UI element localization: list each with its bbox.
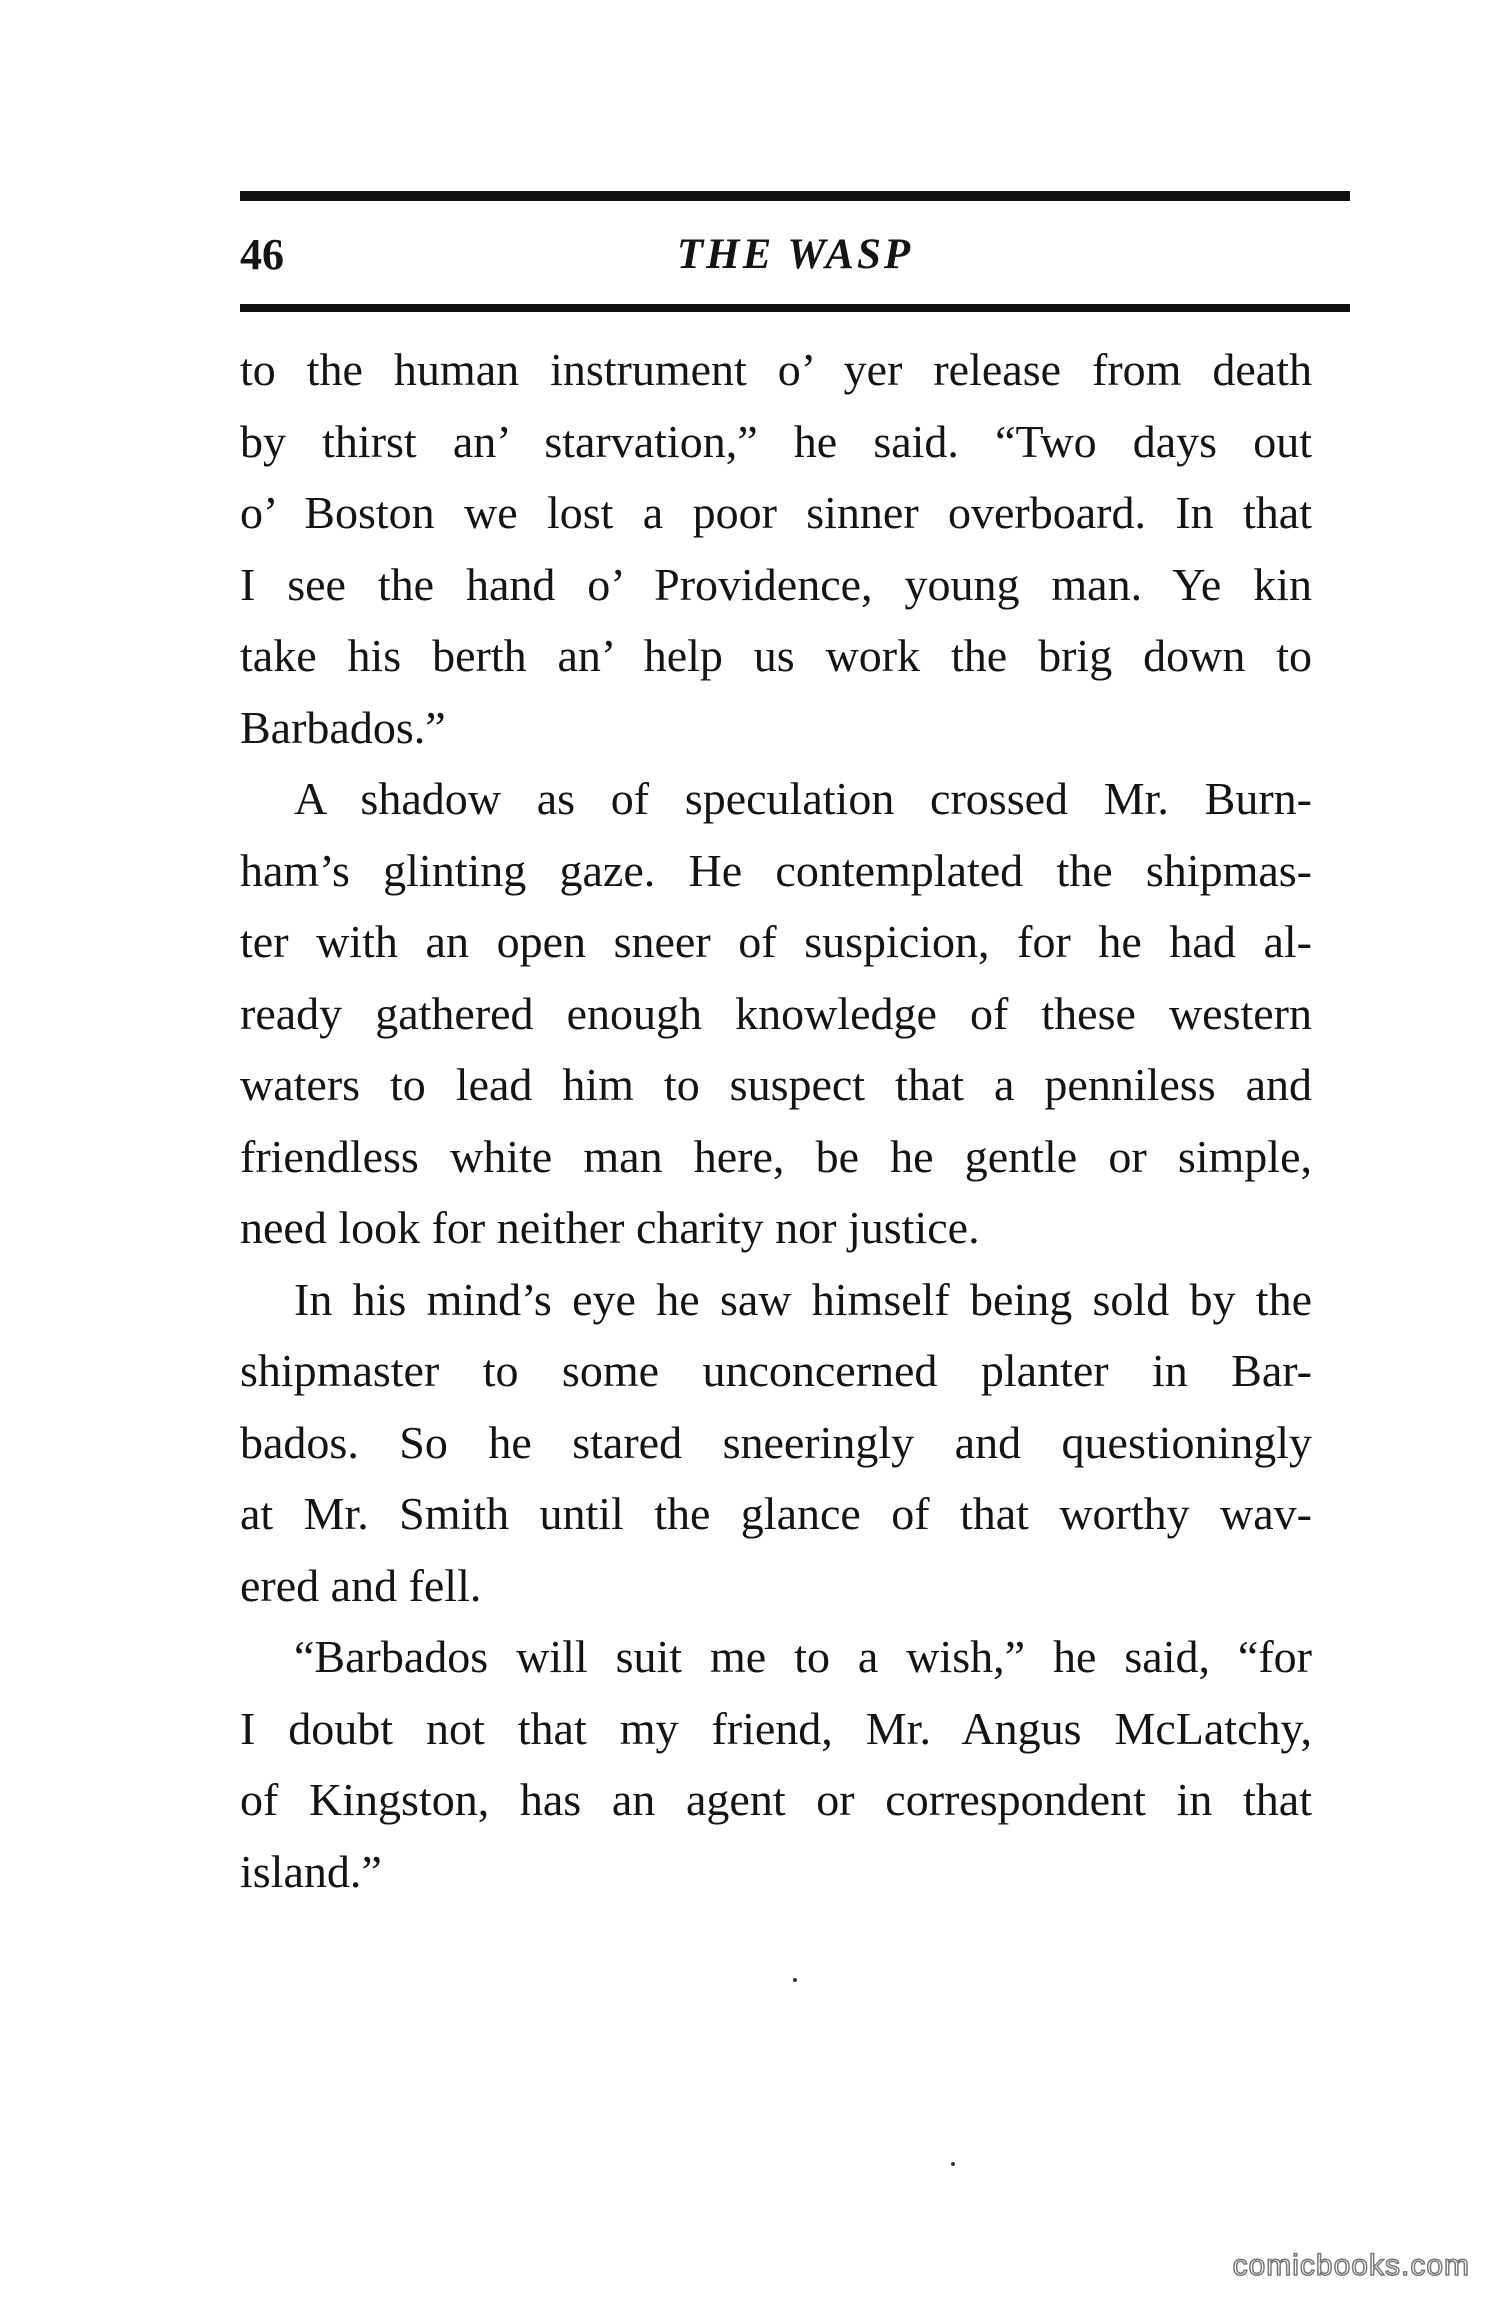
text-line: ered and fell. <box>240 1559 482 1611</box>
body-text <box>240 334 1312 1907</box>
text-line: friendless white man here, be he gentle or simple, <box>240 1130 1312 1182</box>
text-line: take his berth an’ help us work the brig down to <box>240 630 1312 681</box>
text-line: I see the hand o’ Providence, young man. Ye kin <box>240 558 1312 610</box>
text-line: to the human instrument o’ yer release from death <box>240 344 1312 395</box>
text-line: waters to lead him to suspect that a penniless and <box>240 1059 1312 1110</box>
page-number: 46 <box>240 230 284 279</box>
text-line: In his mind’s eye he saw himself being sold by the <box>294 1273 1312 1325</box>
running-title: THE WASP <box>676 231 914 278</box>
header-rule-bottom <box>240 304 1350 312</box>
text-line: of Kingston, has an agent or correspondent in that <box>240 1774 1312 1825</box>
text-line: o’ Boston we lost a poor sinner overboard. In that <box>240 487 1312 538</box>
text-line: A shadow as of speculation crossed Mr. Burn- <box>294 773 1312 824</box>
text-line: by thirst an’ starvation,” he said. “Two days out <box>240 415 1312 467</box>
text-line: I doubt not that my friend, Mr. Angus McLatchy, <box>240 1702 1312 1754</box>
text-line: ham’s glinting gaze. He contemplated the shipmas- <box>240 844 1312 896</box>
text-line: shipmaster to some unconcerned planter in Bar- <box>240 1345 1312 1396</box>
text-line: ter with an open sneer of suspicion, for he had al- <box>240 916 1312 967</box>
speck-mark <box>951 2162 955 2166</box>
text-line: need look for neither charity nor justice. <box>240 1202 980 1253</box>
watermark-text: comicbooks.com <box>1232 2249 1470 2282</box>
text-line: island.” <box>240 1845 382 1897</box>
speck-mark <box>793 1978 797 1982</box>
text-line: ready gathered enough knowledge of these western <box>240 987 1312 1039</box>
text-line: Barbados.” <box>240 701 446 753</box>
text-line: “Barbados will suit me to a wish,” he said, “for <box>294 1631 1312 1682</box>
header-rule-top <box>240 191 1350 201</box>
running-head <box>240 222 1350 288</box>
text-line: at Mr. Smith until the glance of that worthy wav- <box>240 1488 1312 1539</box>
text-line: bados. So he stared sneeringly and questioningly <box>240 1416 1312 1468</box>
